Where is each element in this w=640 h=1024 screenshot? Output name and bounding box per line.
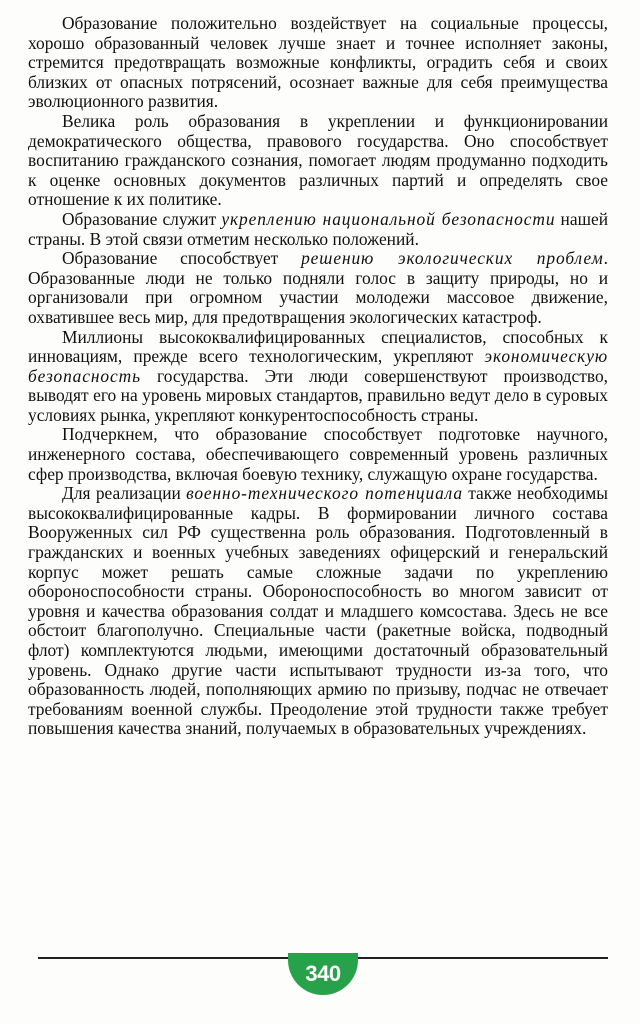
paragraph-text: также необходимы высококвалифицированные кадры. В формировании личного состава Вооруженных сил РФ существенна роль образования. Подготовленный в гражданских и военных учебных заведениях офицерский и генеральский корпус может решать самые сложные задачи по укреплению обороноспособности страны. Обороноспособность во многом зависит от уровня и качества образования солдат и младшего комсостава. Здесь не все обстоит благополучно. Специальные части (ракетные войска, подводный флот) комплектуются людьми, имеющими достаточный образовательный уровень. Однако другие части испытывают трудности из-за того, что образованность людей, пополняющих армию по призыву, подчас не отвечает требованиям военной службы. Преодоление этой трудности также требует повышения качества знаний, получаемых в образовательных учреждениях. [28, 483, 608, 739]
emphasis-text: экономическую безопасность [28, 346, 608, 386]
paragraph [28, 14, 608, 112]
paragraph [28, 112, 608, 210]
paragraph [28, 484, 608, 739]
emphasis-text: решению экологических проблем [301, 248, 604, 269]
paragraph [28, 210, 608, 249]
paragraph-text: нашей страны. В этой связи отметим несколько положений. [28, 208, 609, 249]
paragraph-text: Образование способствует [62, 248, 302, 269]
paragraph [28, 328, 608, 426]
paragraph-text: Миллионы высококвалифицированных специалистов, способных к инновациям, прежде всего технологическим, укрепляют [28, 326, 608, 367]
page-body [28, 14, 608, 739]
paragraph-text: Велика роль образования в укреплении и функционировании демократического общества, правового государства. Оно способствует воспитанию гражданского сознания, помогает людям продуманно подходить к оценке основных документов различных партий и определять свое отношение к их политике. [28, 110, 608, 210]
paragraph-text: Образование положительно воздействует на социальные процессы, хорошо образованный человек лучше знает и точнее исполняет законы, стремится предотвращать возможные конфликты, оградить себя и своих близких от опасных потрясений, осознает важные для себя преимущества эволюционного развития. [28, 13, 608, 112]
emphasis-text: военно-технического потенциала [186, 483, 463, 504]
paragraph-text: Подчеркнем, что образование способствует подготовке научного, инженерного состава, обеспечивающего современный уровень различных сфер производства, включая боевую технику, служащую охране государства. [28, 424, 608, 484]
page-number: 340 [305, 961, 341, 986]
paragraph-text: . Образованные люди не только подняли голос в защиту природы, но и организовали при огромном участии молодежи массовое движение, охватившее весь мир, для предотвращения экологических катастроф. [28, 248, 608, 327]
paragraph [28, 249, 608, 327]
paragraph-text: Образование служит [62, 208, 222, 229]
paragraph-text: государства. Эти люди совершенствуют производство, выводят его на уровень мировых стандартов, правильно ведут дело в суровых условиях рынка, укрепляют конкурентоспособность страны. [28, 365, 608, 425]
paragraph [28, 425, 608, 484]
paragraph-text: Для реализации [62, 483, 187, 504]
emphasis-text: укреплению национальной безопасности [221, 208, 556, 229]
